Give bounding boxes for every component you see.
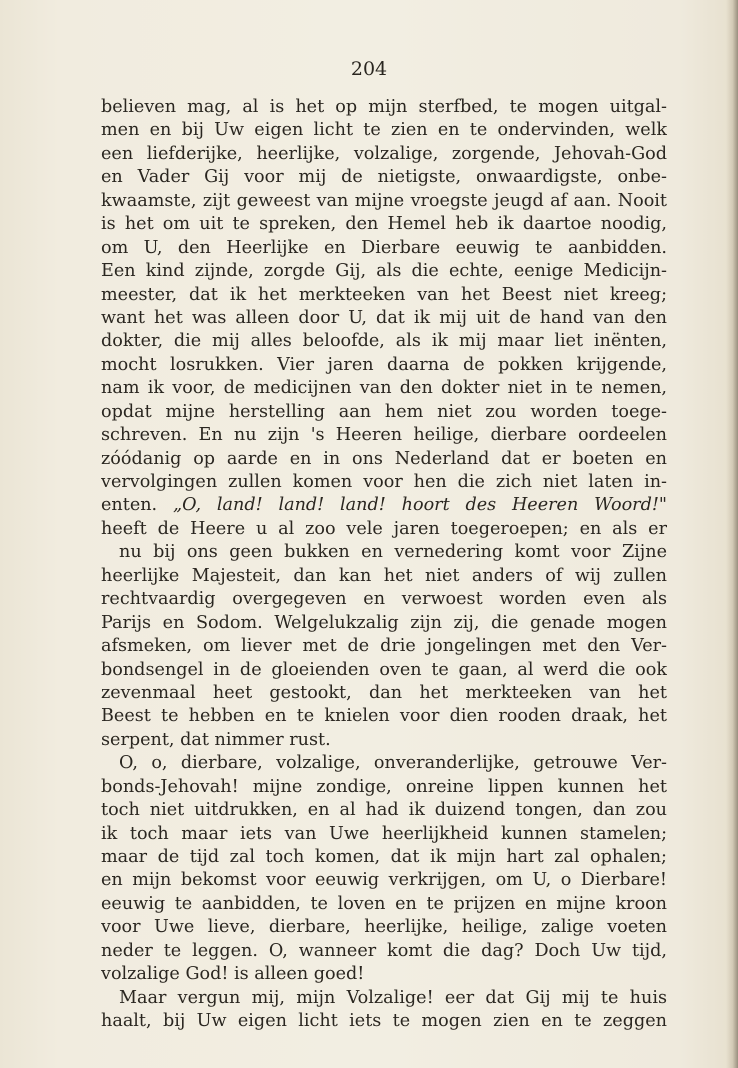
text-line: heeft de Heere u al zoo vele jaren toegeroepen; en als er: [101, 518, 667, 539]
text-line: men en bij Uw eigen licht te zien en te ondervinden, welk: [101, 120, 667, 141]
text-line: want het was alleen door U, dat ik mij uit de hand van den: [101, 307, 667, 328]
text-line: eeuwig te aanbidden, te loven en te prijzen en mijne kroon: [101, 893, 667, 914]
text-line: Beest te hebben en te knielen voor dien rooden draak, het: [101, 706, 667, 727]
text-line: om U, den Heerlijke en Dierbare eeuwig te aanbidden.: [101, 237, 667, 258]
text-line: ik toch maar iets van Uwe heerlijkheid kunnen stamelen;: [101, 823, 667, 844]
text-line: afsmeken, om liever met de drie jongelingen met den Ver-: [101, 636, 667, 657]
text-line: zevenmaal heet gestookt, dan het merkteeken van het: [101, 682, 667, 703]
text-line: een liefderijke, heerlijke, volzalige, zorgende, Jehovah-God: [101, 143, 667, 164]
text-line: haalt, bij Uw eigen licht iets te mogen zien en te zeggen: [101, 1011, 667, 1032]
page-number: 204: [350, 58, 388, 80]
text-line: heerlijke Majesteit, dan kan het niet anders of wij zullen: [101, 565, 667, 586]
text-roman: enten.: [101, 495, 173, 516]
text-line: Maar vergun mij, mijn Volzalige! eer dat Gij mij te huis: [119, 987, 667, 1008]
text-line: O, o, dierbare, volzalige, onveranderlijke, getrouwe Ver-: [119, 753, 667, 774]
text-italic-quote: „O, land! land! land! hoort des Heeren Woord!": [172, 495, 667, 516]
text-line: serpent, dat nimmer rust.: [101, 729, 331, 750]
text-line: bondsengel in de gloeienden oven te gaan, al werd die ook: [101, 659, 667, 680]
text-line: kwaamste, zijt geweest van mijne vroegste jeugd af aan. Nooit: [101, 190, 667, 211]
text-line: Parijs en Sodom. Welgelukzalig zijn zij, die genade mogen: [101, 612, 667, 633]
text-line: en mijn bekomst voor eeuwig verkrijgen, om U, o Dierbare!: [101, 870, 667, 891]
text-line: meester, dat ik het merkteeken van het Beest niet kreeg;: [101, 284, 667, 305]
text-line: bonds-Jehovah! mijne zondige, onreine lippen kunnen het: [101, 776, 667, 797]
text-line: maar de tijd zal toch komen, dat ik mijn hart zal ophalen;: [101, 847, 667, 867]
text-line: is het om uit te spreken, den Hemel heb ik daartoe noodig,: [101, 214, 667, 235]
text-line: believen mag, al is het op mijn sterfbed, te mogen uitgal-: [101, 97, 667, 117]
text-line: mocht losrukken. Vier jaren daarna de pokken krijgende,: [101, 354, 667, 375]
text-line: rechtvaardig overgegeven en verwoest worden even als: [101, 589, 667, 610]
page-edge-shadow: [726, 0, 738, 1068]
text-line: vervolgingen zullen komen voor hen die zich niet laten in-: [101, 472, 667, 492]
text-line: opdat mijne herstelling aan hem niet zou worden toege-: [101, 401, 667, 422]
text-line: Een kind zijnde, zorgde Gij, als die echte, eenige Medicijn-: [101, 261, 667, 282]
text-line: zóódanig op aarde en in ons Nederland dat er boeten en: [101, 448, 667, 469]
text-line: dokter, die mij alles beloofde, als ik mij maar liet inënten,: [101, 331, 667, 352]
text-line: voor Uwe lieve, dierbare, heerlijke, heilige, zalige voeten: [101, 917, 667, 938]
text-line: en Vader Gij voor mij de nietigste, onwaardigste, onbe-: [101, 167, 667, 188]
text-line: neder te leggen. O, wanneer komt die dag? Doch Uw tijd,: [101, 940, 667, 961]
text-line: nam ik voor, de medicijnen van den dokter niet in te nemen,: [101, 378, 667, 399]
text-line: volzalige God! is alleen goed!: [101, 964, 365, 985]
body-text: [101, 96, 667, 1034]
text-line-with-italic: [101, 494, 667, 517]
text-line: toch niet uitdrukken, en al had ik duizend tongen, dan zou: [101, 800, 667, 821]
text-line: nu bij ons geen bukken en vernedering komt voor Zijne: [119, 542, 667, 563]
text-line: schreven. En nu zijn 's Heeren heilige, dierbare oordeelen: [101, 425, 667, 446]
